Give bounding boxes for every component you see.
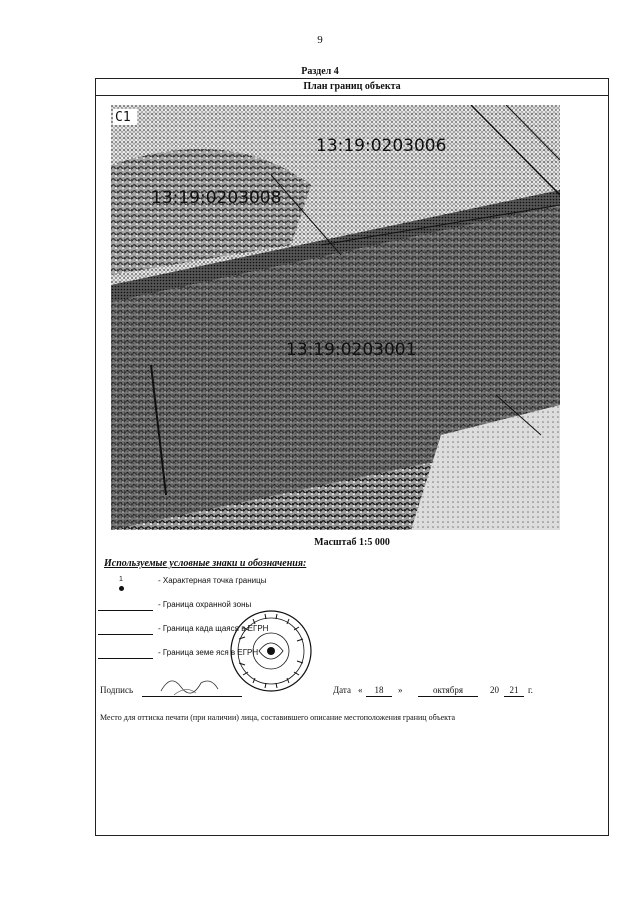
map-canvas: [111, 105, 560, 530]
signature-line: [142, 696, 242, 697]
date-month: октября: [418, 685, 478, 697]
date-year-suffix: 21: [504, 685, 524, 697]
point-label-c1: C1: [115, 110, 131, 125]
line-symbol-icon: [98, 610, 153, 611]
date-year-prefix: 20: [490, 685, 499, 695]
signature-date-row: Подпись Дата « 18 » октября 20 21 г.: [100, 685, 533, 695]
document-frame: План границ объекта C1 13:19:0203006 13:19:0203008 13:19:0203001 Масштаб 1:5 000 Используемые условные знаки и обозначения: 1 - Характерная точка границы - Граница охранной зоны - Граница када щаяся в ЕГРН - Граница земе яся в ЕГРН Подпись Дата « 18 » октября 20 21 г. Место для оттиска печати (при наличии) лица, составившего описание местоположения границ объекта: [95, 78, 609, 836]
line-symbol-icon: [98, 658, 153, 659]
aerial-photo-map: [111, 105, 560, 530]
map-scale: Масштаб 1:5 000: [314, 537, 390, 548]
cadastral-label: 13:19:0203001: [286, 340, 417, 360]
official-seal-icon: [229, 609, 313, 693]
plan-title: План границ объекта: [96, 79, 608, 96]
cadastral-label: 13:19:0203006: [316, 136, 447, 156]
cadastral-label: 13:19:0203008: [151, 188, 282, 208]
boundary-point-icon: 1: [98, 576, 144, 591]
section-title: Раздел 4: [301, 66, 339, 77]
signature-label: Подпись: [100, 685, 134, 695]
line-symbol-icon: [98, 634, 153, 635]
page-number: 9: [317, 34, 323, 46]
date-day: 18: [366, 685, 392, 697]
stamp-place-note: Место для оттиска печати (при наличии) лица, составившего описание местоположения границ объекта: [100, 713, 456, 722]
legend-title: Используемые условные знаки и обозначения:: [104, 558, 307, 569]
date-label: Дата: [333, 685, 351, 695]
